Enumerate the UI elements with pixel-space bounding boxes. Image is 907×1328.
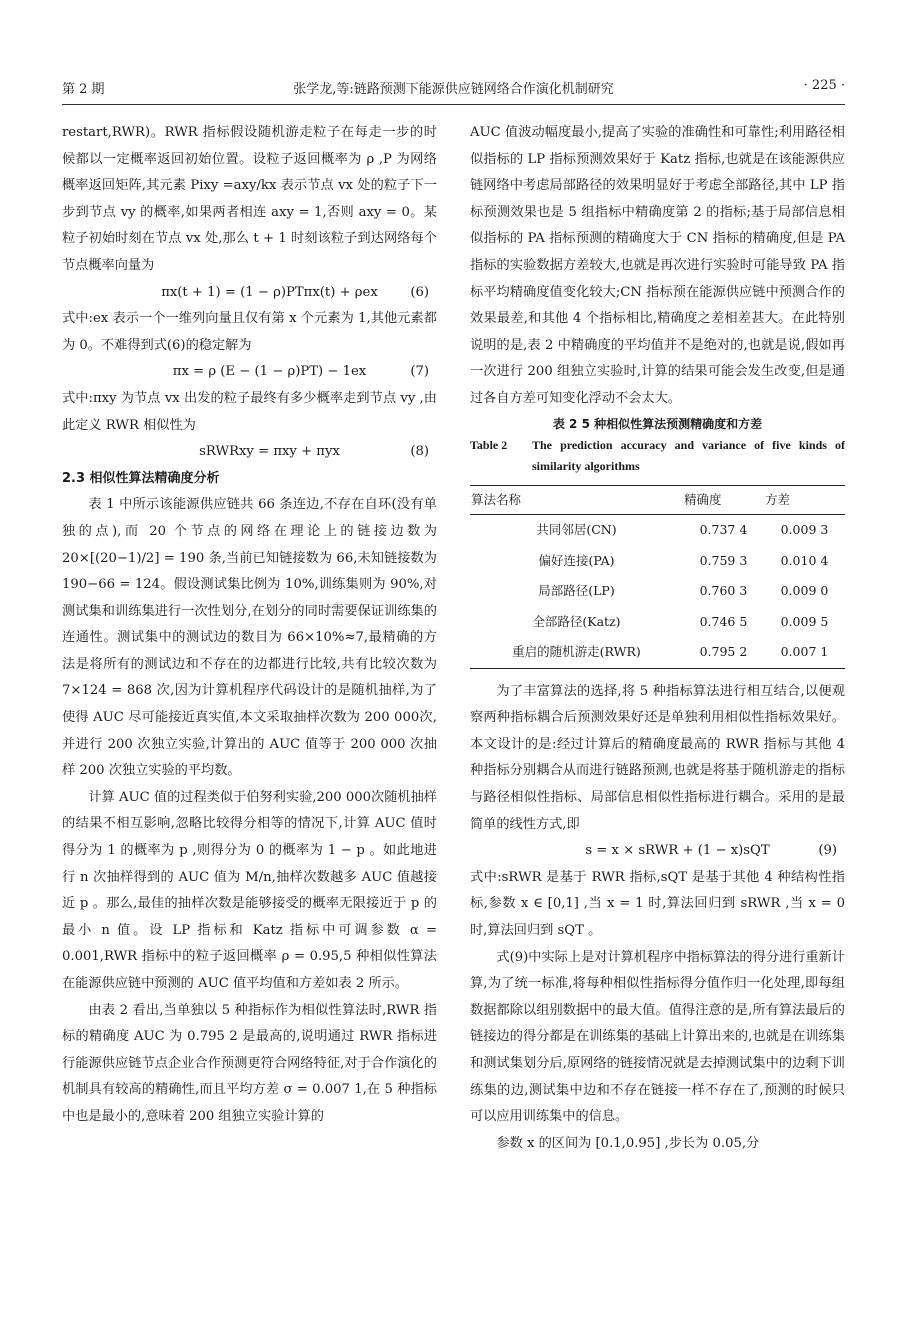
paragraph: AUC 值波动幅度最小,提高了实验的准确性和可靠性;利用路径相似指标的 LP 指标预测效果好于 Katz 指标,也就是在该能源供应链网络中考虑局部路径的效果明显好于考虑全部路径,其中 LP 指标预测效果也是 5 组指标中精确度第 2 的指标;基于局部信息相似指标的 PA 指标预测的精确度大于 CN 指标的精确度,但是 PA 指标的实验数据方差较大,也就是再次进行实验时可能导致 PA 指标平均精确度值变化较大;CN 指标预在能源供应链中预测合作的效果最差,和其他 4 个指标相比,精确度之差相差甚大。在此特别说明的是,表 2 中精确度的平均值并不是绝对的,也就是说,假如再一次进行 200 组独立实验时,计算的结果可能会发生改变,但是通过各自方差可知变化浮动不会太大。 bbox=[470, 125, 845, 406]
equation-body: πx = ρ (E − (1 − ρ)PT) − 1ex bbox=[172, 364, 367, 380]
left-column bbox=[62, 120, 437, 1131]
paragraph: 式中:πxy 为节点 vx 出发的粒子最终有多少概率走到节点 vy ,由此定义 RWR 相似性为 bbox=[62, 390, 437, 433]
issue-number: 第 2 期 bbox=[62, 82, 105, 97]
table-header: 算法名称 bbox=[470, 485, 683, 515]
paragraph: 式(9)中实际上是对计算机程序中指标算法的得分进行重新计算,为了统一标准,将每种相似性指标得分值作归一化处理,即每组数据都除以组别数据中的最大值。值得注意的是,所有算法最后的链接边的得分都是在训练集的基础上计算出来的,也就是在训练集和测试集划分后,原网络的链接情况就是去掉测试集中的边剩下训练集的边,测试集中边和不存在链接一样不存在了,预测的时候只可以应用训练集中的信息。 bbox=[470, 949, 845, 1125]
paragraph: 式中:sRWR 是基于 RWR 指标,sQT 是基于其他 4 种结构性指标,参数 x ∈ [0,1] ,当 x = 1 时,算法回归到 sRWR ,当 x = 0 时,算法回归到 sQT 。 bbox=[470, 869, 845, 938]
equation-body: s = x × sRWR + (1 − x)sQT bbox=[585, 843, 770, 859]
equation-7 bbox=[62, 359, 437, 386]
paragraph: 式中:ex 表示一个一维列向量且仅有第 x 个元素为 1,其他元素都为 0。不难得到式(6)的稳定解为 bbox=[62, 311, 437, 353]
table-cell: 0.795 2 bbox=[683, 637, 764, 668]
paragraph: 参数 x 的区间为 [0.1,0.95] ,步长为 0.05,分 bbox=[496, 1135, 760, 1151]
table-cell: 0.010 4 bbox=[780, 552, 829, 568]
table-cell: 0.009 0 bbox=[780, 583, 829, 599]
table-cell: 全部路径(Katz) bbox=[532, 613, 621, 629]
table-cell: 0.737 4 bbox=[699, 522, 748, 538]
table-row bbox=[470, 546, 845, 577]
table-row bbox=[470, 576, 845, 607]
table-caption-cn: 表 2 5 种相似性算法预测精确度和方差 bbox=[552, 416, 763, 431]
table-label-en: Table 2 bbox=[470, 437, 508, 452]
table-cell: 0.759 3 bbox=[699, 552, 748, 568]
equation-6 bbox=[62, 280, 437, 307]
table-caption-en bbox=[470, 435, 845, 477]
table-cell: 0.760 3 bbox=[699, 583, 748, 599]
paragraph: 为了丰富算法的选择,将 5 种指标算法进行相互结合,以便观察两种指标耦合后预测效果好还是单独利用相似性指标效果好。本文设计的是:经过计算后的精确度最高的 RWR 指标与其他 4 种指标分别耦合从而进行链路预测,也就是将基于随机游走的指标与路径相似性指标、局部信息相似性指标进行耦合。采用的是最简单的线性方式,即 bbox=[470, 683, 845, 832]
right-column bbox=[470, 120, 845, 1157]
running-title: 张学龙,等:链路预测下能源供应链网络合作演化机制研究 bbox=[293, 82, 614, 97]
equation-number: (6) bbox=[410, 284, 429, 300]
table-cell: 0.007 1 bbox=[764, 637, 845, 668]
table-cell: 重启的随机游走(RWR) bbox=[470, 637, 683, 668]
table-header-row bbox=[470, 485, 845, 515]
equation-body: sRWRxy = πxy + πyx bbox=[199, 444, 340, 460]
equation-number: (7) bbox=[410, 364, 429, 380]
table-cell: 0.746 5 bbox=[699, 613, 748, 629]
header-rule bbox=[62, 104, 845, 105]
table-cell: 共同邻居(CN) bbox=[536, 522, 617, 538]
table-cell: 0.009 3 bbox=[780, 522, 829, 538]
equation-number: (9) bbox=[818, 843, 837, 859]
equation-body: πx(t + 1) = (1 − ρ)PTπx(t) + ρex bbox=[161, 284, 378, 300]
table-cell: 局部路径(LP) bbox=[538, 583, 615, 599]
paragraph: restart,RWR)。RWR 指标假设随机游走粒子在每走一步的时候都以一定概率返回初始位置。设粒子返回概率为 ρ ,P 为网络概率返回矩阵,其元素 Pixy =axy/kx 表示节点 vx 处的粒子下一步到节点 vy 的概率,如果两者相连 axy = 1,否则 axy = 0。某粒子初始时刻在节点 vx 处,那么 t + 1 时刻该粒子到达网络每个节点概率向量为 bbox=[62, 125, 437, 273]
table-cell: 0.009 5 bbox=[780, 613, 829, 629]
results-table bbox=[470, 485, 845, 669]
table-caption-en-text: The prediction accuracy and variance of five kinds of similarity algorithms bbox=[532, 437, 845, 473]
table-cell: 偏好连接(PA) bbox=[538, 552, 615, 568]
table-header: 精确度 bbox=[683, 485, 764, 515]
page-header bbox=[62, 78, 845, 100]
table-row bbox=[470, 515, 845, 546]
equation-8 bbox=[62, 439, 437, 466]
page-number: · 225 · bbox=[803, 78, 845, 93]
paragraph: 由表 2 看出,当单独以 5 种指标作为相似性算法时,RWR 指标的精确度 AUC 为 0.795 2 是最高的,说明通过 RWR 指标进行能源供应链节点企业合作预测更符合网络特征,对于合作演化的机制具有较高的精确性,而且平均方差 σ = 0.007 1,在 5 种指标中也是最小的,意味着 200 组独立实验计算的 bbox=[62, 1002, 437, 1124]
table-header: 方差 bbox=[764, 485, 845, 515]
section-heading: 2.3 相似性算法精确度分析 bbox=[62, 470, 220, 486]
equation-number: (8) bbox=[410, 444, 429, 460]
equation-9 bbox=[470, 838, 845, 865]
paragraph: 计算 AUC 值的过程类似于伯努利实验,200 000次随机抽样的结果不相互影响,忽略比较得分相等的情况下,计算 AUC 值时得分为 1 的概率为 p ,则得分为 0 的概率为 1 − p 。如此地进行 n 次抽样得到的 AUC 值为 M/n,抽样次数越多 AUC 值越接近 p 。那么,最佳的抽样次数是能够接受的概率无限接近于 p 的最小 n 值。设 LP 指标和 Katz 指标中可调参数 α = 0.001,RWR 指标中的粒子返回概率 ρ = 0.95,5 种相似性算法在能源供应链中预测的 AUC 值平均值和方差如表 2 所示。 bbox=[62, 789, 437, 991]
paragraph: 表 1 中所示该能源供应链共 66 条连边,不存在自环(没有单独的点),而 20 个节点的网络在理论上的链接边数为 20×[(20−1)/2] = 190 条,当前已知链接数为 66,未知链接数为 190−66 = 124。假设测试集比例为 10%,训练集则为 90%,对测试集和训练集进行一次性划分,在划分的同时需要保证训练集的连通性。测试集中的测试边的数目为 66×10%≈7,最精确的方法是将所有的测试边和不存在的边都进行比较,共有比较次数为 7×124 = 868 次,因为计算机程序代码设计的是随机抽样,为了使得 AUC 尽可能接近真实值,本文采取抽样次数为 200 000次,并进行 200 次独立实验,计算出的 AUC 值等于 200 000 次抽样 200 次独立实验的平均数。 bbox=[62, 497, 437, 779]
table-row bbox=[470, 637, 845, 668]
table-row bbox=[470, 607, 845, 638]
